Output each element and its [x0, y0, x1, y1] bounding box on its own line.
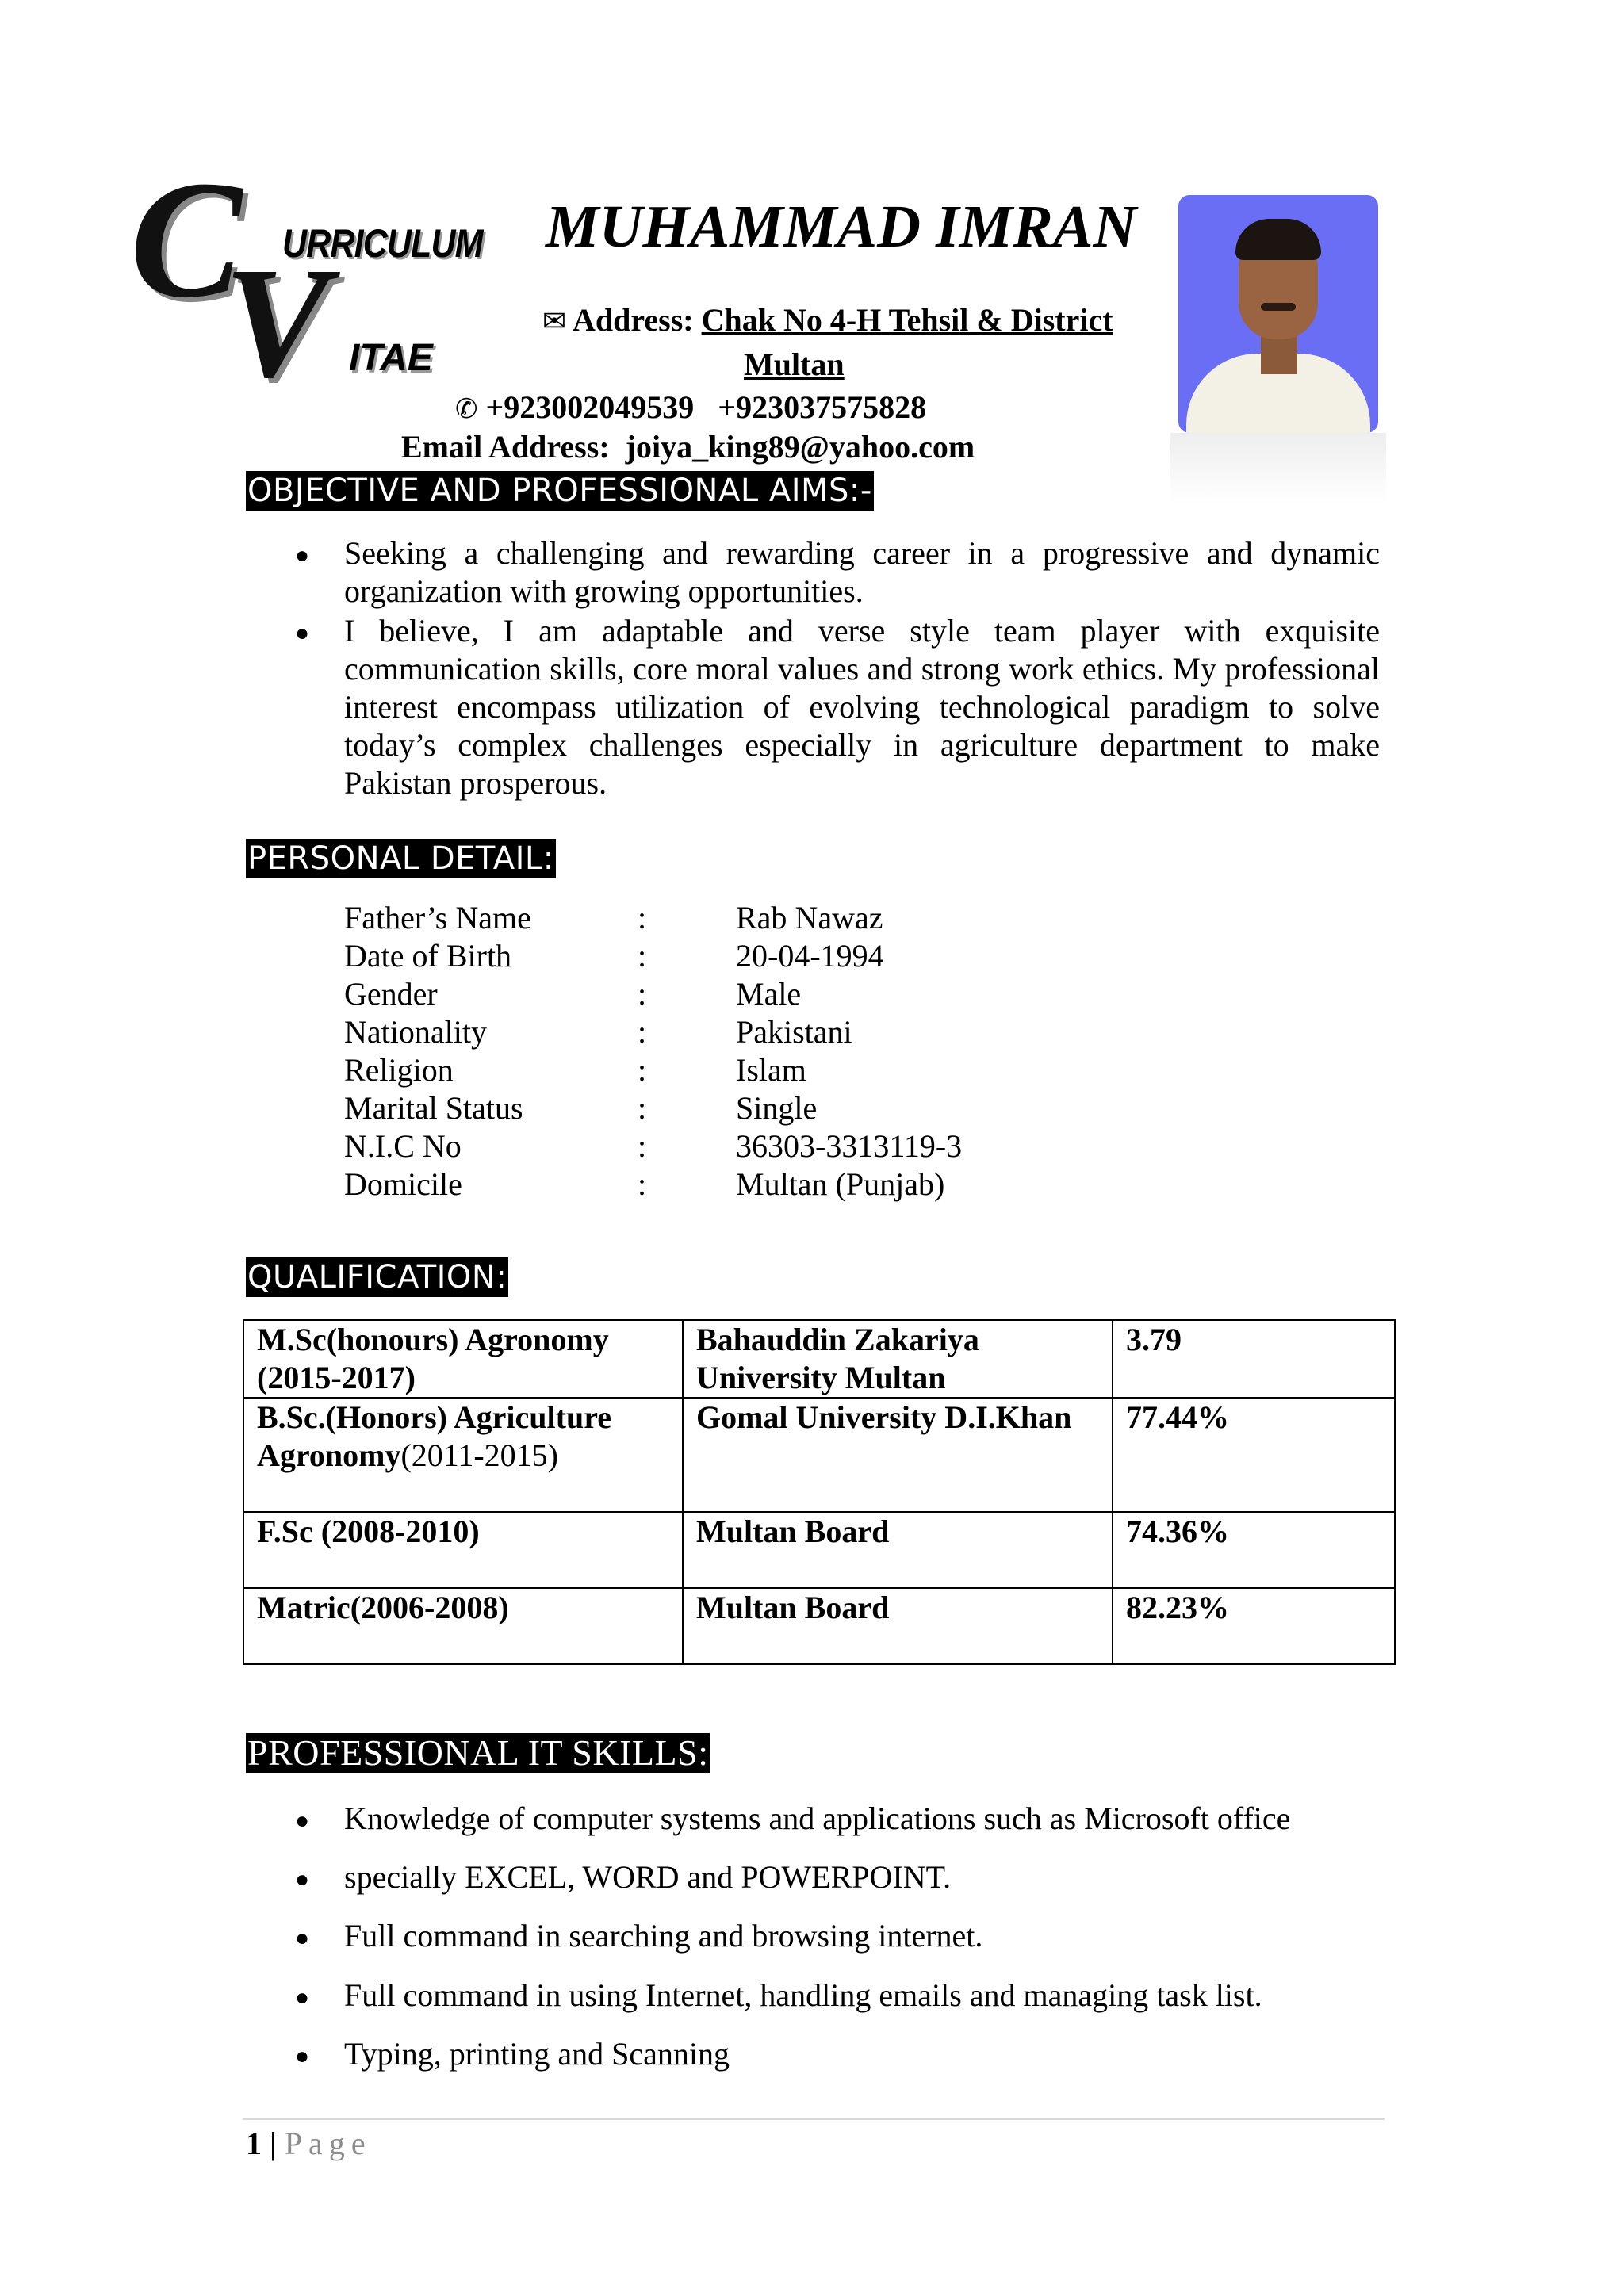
photo-reflection — [1170, 433, 1386, 504]
objective-bullet-1: Seeking a challenging and rewarding career in a progressive and dynamic organization with growing opportunities. — [344, 535, 1380, 609]
institute-cell: Gomal University D.I.Khan — [683, 1398, 1113, 1512]
email-address: joiya_king89@yahoo.com — [625, 429, 975, 465]
objective-bullet-2: I believe, I am adaptable and verse style team player with exquisite communication skills, core moral values and strong work ethics. My professional interest encompass utilization of evolving technological paradigm to solve today’s complex challenges especially in agriculture department to make Pakistan prosperous. — [344, 613, 1380, 801]
pd-colon: : — [638, 1052, 647, 1088]
bullet-icon: ● — [295, 1925, 310, 1951]
degree-cell: Matric(2006-2008) — [243, 1588, 683, 1664]
phone-line — [455, 390, 926, 425]
bullet-icon: ● — [295, 1984, 310, 2011]
pd-label: Gender — [344, 976, 438, 1012]
objective-heading: OBJECTIVE AND PROFESSIONAL AIMS:- — [247, 473, 872, 509]
envelope-icon: ✉ — [542, 305, 567, 338]
institute-cell: Multan Board — [683, 1512, 1113, 1588]
degree-name: B.Sc.(Honors) Agriculture Agronomy — [257, 1399, 612, 1473]
institute-cell: Multan Board — [683, 1588, 1113, 1664]
qualification-heading: QUALIFICATION: — [247, 1259, 508, 1295]
table-row — [243, 1588, 1395, 1664]
table-row — [243, 1320, 1395, 1398]
bullet-icon: ● — [295, 542, 310, 568]
pd-value: Single — [736, 1090, 818, 1126]
page-footer — [246, 2125, 372, 2163]
bullet-icon: ● — [295, 1808, 310, 1834]
page-label: Page — [284, 2126, 372, 2161]
skill-item: Typing, printing and Scanning — [344, 2036, 730, 2072]
skill-item: Full command in using Internet, handling emails and managing task list. — [344, 1977, 1262, 2013]
score-cell: 82.23% — [1113, 1588, 1395, 1664]
degree-cell: F.Sc (2008-2010) — [243, 1512, 683, 1588]
pd-colon: : — [638, 1166, 647, 1202]
address-line1: Chak No 4-H Tehsil & District — [701, 302, 1113, 338]
degree-cell: M.Sc(honours) Agronomy (2015-2017) — [243, 1320, 683, 1398]
applicant-name: MUHAMMAD IMRAN — [546, 193, 1137, 260]
pd-value: 36303-3313119-3 — [736, 1128, 963, 1164]
pd-colon: : — [638, 938, 647, 974]
profile-photo — [1178, 195, 1378, 433]
bullet-icon: ● — [295, 1866, 310, 1892]
institute-cell: Bahauddin Zakariya University Multan — [683, 1320, 1113, 1398]
pd-label: Religion — [344, 1052, 454, 1088]
bullet-icon: ● — [295, 2043, 310, 2069]
pd-value: 20-04-1994 — [736, 938, 884, 974]
photo-moustache — [1261, 303, 1296, 311]
footer-divider — [243, 2118, 1385, 2120]
skills-heading: PROFESSIONAL IT SKILLS: — [247, 1732, 709, 1773]
pd-value: Pakistani — [736, 1014, 852, 1050]
pd-label: Marital Status — [344, 1090, 523, 1126]
pd-label: Nationality — [344, 1014, 487, 1050]
footer-separator: | — [270, 2126, 277, 2161]
pd-value: Multan (Punjab) — [736, 1166, 945, 1202]
pd-colon: : — [638, 976, 647, 1012]
logo-letter-v: V — [224, 235, 330, 411]
pd-colon: : — [638, 1128, 647, 1164]
pd-colon: : — [638, 1014, 647, 1050]
email-label: Email Address: — [401, 429, 610, 465]
pd-label: Date of Birth — [344, 938, 512, 974]
degree-years: (2011-2015) — [400, 1437, 558, 1473]
score-cell: 77.44% — [1113, 1398, 1395, 1512]
personal-heading: PERSONAL DETAIL: — [247, 840, 554, 877]
pd-colon: : — [638, 1090, 647, 1126]
phone-primary: +923002049539 — [485, 389, 695, 425]
pd-value: Rab Nawaz — [736, 900, 883, 936]
phone-secondary: +923037575828 — [718, 389, 927, 425]
bullet-icon: ● — [295, 620, 310, 646]
score-cell: 3.79 — [1113, 1320, 1395, 1398]
skill-item: Full command in searching and browsing internet. — [344, 1918, 983, 1954]
pd-value: Male — [736, 976, 802, 1012]
degree-cell — [243, 1398, 683, 1512]
logo-letter-c: C — [130, 146, 243, 332]
pd-label: Father’s Name — [344, 900, 531, 936]
address-label: Address: — [572, 302, 694, 338]
mobile-phone-icon: ✆ — [455, 393, 478, 425]
pd-colon: : — [638, 900, 647, 936]
table-row — [243, 1398, 1395, 1512]
score-cell: 74.36% — [1113, 1512, 1395, 1588]
logo-text-itae: ITAE — [349, 337, 433, 379]
table-row — [243, 1512, 1395, 1588]
pd-label: N.I.C No — [344, 1128, 462, 1164]
address-line2: Multan — [744, 346, 845, 382]
skill-item: specially EXCEL, WORD and POWERPOINT. — [344, 1859, 952, 1895]
email-line — [401, 430, 975, 465]
pd-label: Domicile — [344, 1166, 462, 1202]
qualification-table — [243, 1319, 1396, 1665]
address-line — [542, 303, 1113, 338]
pd-value: Islam — [736, 1052, 806, 1088]
photo-hair — [1235, 219, 1321, 260]
skill-item: Knowledge of computer systems and applications such as Microsoft office — [344, 1800, 1291, 1836]
page-number: 1 — [246, 2126, 262, 2161]
logo-text-urriculum: URRICULUM — [282, 221, 483, 266]
